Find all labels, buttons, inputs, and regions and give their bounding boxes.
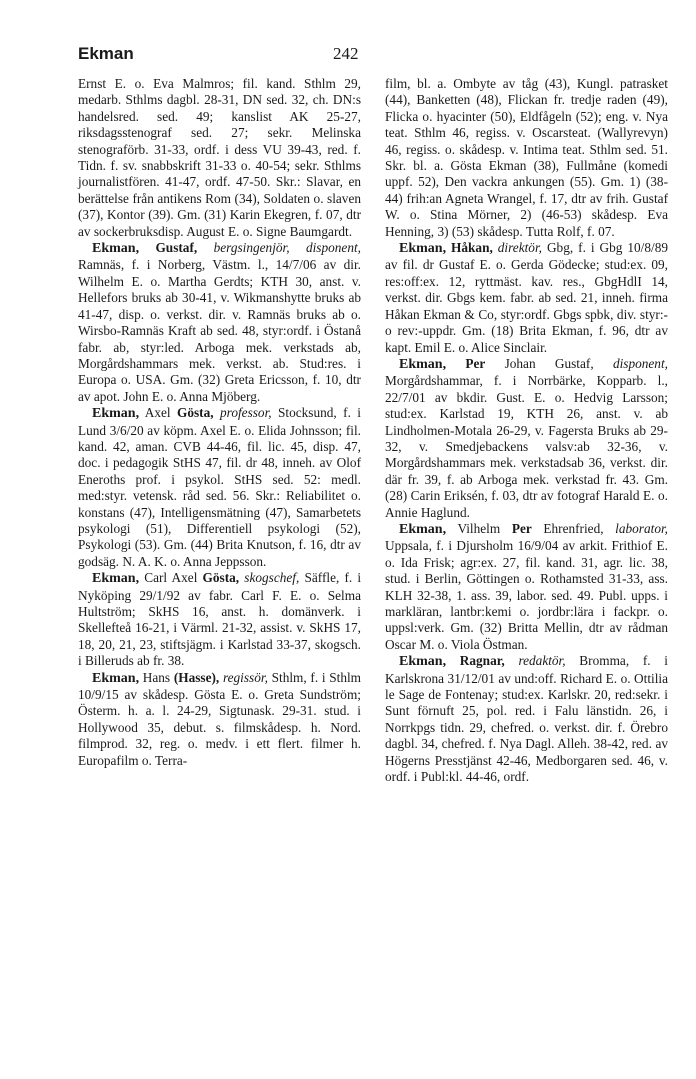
entry-calling-name: Per (511, 520, 532, 536)
entry-continuation (385, 76, 668, 240)
left-column (78, 76, 361, 769)
entry-surname: Ekman, (399, 654, 447, 670)
entry-occupation: regissör, (222, 669, 268, 685)
entry-surname: Ekman, (399, 356, 447, 372)
page-header (0, 32, 696, 63)
entry-occupation: disponent, (612, 355, 668, 371)
entry-occupation: direktör, (497, 240, 542, 256)
entry-occupation: bergsingenjör, disponent, (213, 240, 361, 256)
biography-entry (385, 521, 668, 653)
entry-surname: Ekman, (92, 241, 140, 257)
entry-surname: Ekman, (92, 670, 140, 686)
entry-calling-name: (Hasse), (173, 669, 220, 685)
biography-entry (78, 670, 361, 769)
entry-surname: Ekman, (92, 571, 140, 587)
entry-occupation: professor, (220, 405, 272, 421)
entry-calling-name: Gösta, (177, 405, 214, 421)
entry-given-extra: Johan Gustaf, (504, 355, 594, 371)
entry-surname: Ekman, (399, 521, 447, 537)
entry-given-name: Axel (144, 405, 171, 421)
right-column (385, 76, 668, 785)
entry-surname: Ekman, (92, 406, 140, 422)
biography-entry (385, 356, 668, 521)
entry-text: Ramnäs, f. i Norberg, Västm. l., 14/7/06 av dir. Wilhelm E. o. Martha Gerdts; KTH 30, anst. v. Hellefors bruks ab 30-41, v. Wikmanshytte bruks ab 41-47, disp. o. verkst. dir. v. Ramnäs bruks ab o. Wirsbo-Ramnäs Kraft ab sed. 48, styr:ordf. i Östanå fabr. ab, styr:led. Arboga mek. verkstads ab, Morgårdshammars mek. verkst. ab. Stud:res. i Europa o. USA. Gm. (32) Greta Ericsson, f. 10, dtr av apot. John E. o. Anna Mjöberg. (78, 257, 361, 404)
page-number: 242 (333, 44, 359, 63)
entry-calling-name: Ragnar, (459, 653, 505, 669)
entry-text: Ernst E. o. Eva Malmros; fil. kand. Sthlm 29, medarb. Sthlms dagbl. 28-31, DN sed. 32, ch. DN:s handelsred. sed. 49; kanslist AK 25-27, riksdagsstenograf sed. 27; sekr. Melinska stenograförb. 31-33, ordf. i dess VU 39-43, red. f. Tidn. f. sv. snabbskrift 31-33 o. 40-54; sekr. Sthlms journalistfören. 41-47, ordf. 47-50. Skr.: Slavar, en berättelse från antikens Rom (34), Soldaten o. slaven (37), Kontor (39). Gm. (31) Karin Ekegren, f. 07, dtr av sockerbruksdisp. August E. o. Signe Baumgardt. (78, 76, 361, 239)
running-head: Ekman (78, 44, 134, 63)
entry-text: Stocksund, f. i Lund 3/6/20 av köpm. Axel E. o. Elida Johnsson; fil. kand. 42, aman. CVB 44-46, fil. lic. 45, disp. 47, doc. i pedagogik StHS 47, fil. dr 48, inneh. av Olof Eneroths prof. i psykol. StHS sed. 52: medl. med:styr. vetensk. råd sed. 56. Skr.: Reliabilitet o. konstans (47), Intelligensmätning (47), Samarbetets psykologi (51), Differentiell psykologi (52), Psykologi (53). Gm. (44) Brita Knutson, f. 16, dtr av godsäg. N. A. K. o. Anna Jeppsson. (78, 405, 361, 569)
biography-entry (78, 405, 361, 570)
entry-text: Sthlm, f. i Sthlm 10/9/15 av skådesp. Gösta E. o. Greta Sundström; Österm. h. a. l. 24-29, Sigtunask. 29-31. stud. i Hollywood 35, debut. s. filmskådesp. h. Nord. filmprod. 32, reg. o. medv. i ett flert. filmer h. Europafilm o. Terra- (78, 669, 362, 768)
biography-entry (385, 240, 668, 356)
entry-occupation: redaktör, (518, 653, 566, 669)
biography-entry (78, 570, 361, 669)
entry-text: Säffle, f. i Nyköping 29/1/92 av fabr. Carl F. E. o. Selma Hultström; SkHS 16, anst. h. domänverk. i Skellefteå 16-21, i Värml. 21-32, assist. v. SkHS 17, 18, 20, 21, 23, stiftsjägm. i Karlstad 33-37, skogsch. i Billeruds ab fr. 38. (78, 570, 362, 669)
entry-given-name: Carl Axel (144, 570, 198, 586)
biography-entry (385, 653, 668, 785)
entry-surname: Ekman, (399, 241, 447, 257)
entry-text: Morgårdshammar, f. i Norrbärke, Kopparb. l., 22/7/01 av bkdir. Gust. E. o. Hedvig Larsson; stud:ex. Karlstad 19, KTH 26, anst. v. ab Lindholmen-Motala 26-29, v. Fagersta Bruks ab 29-32, v. Smedjebackens valsv:ab 32-36, v. Morgårdshammars mek. verkstadsab 36, verkst. dir. där fr. 39, f. ab Arboga mek. verkstad fr. 43. Gm. (28) Carin Eriksén, f. 03, dtr av fotograf Harald E. o. Annie Haglund. (385, 373, 668, 520)
entry-text: Bromma, f. i Karlskrona 31/12/01 av und:off. Richard E. o. Ottilia le Sage de Fontenay; stud:ex. Karlskr. 20, red:sekr. i Sunt förnuft 25, pol. red. i Falu länstidn. 26, i Norrkpgs tidn. 29, chefred. o. verkst. dir. f. Örebro dagbl. 34, chefred. f. Nya Dagl. Alleh. 38-42, red. av Högerns Presstjänst 42-46, Medborgaren sed. 46, v. ordf. i Publ:kl. 44-46, ordf. (385, 653, 668, 785)
entry-occupation: skogschef, (244, 570, 300, 586)
entry-given-extra: Ehrenfried, (543, 520, 604, 536)
entry-calling-name: Håkan, (451, 240, 493, 256)
entry-text: Gbg, f. i Gbg 10/8/89 av fil. dr Gustaf E. o. Gerda Gödecke; stud:ex. 09, res:off:ex. 12, ryttmäst. kav. res., GbgHdlI 14, verkst. dir. Gbgs kem. fabr. ab sed. 21, inneh. firma Håkan Ekman & Co, styr:ordf. Gbgs spbk, div. styr:- o rev:-uppdr. Gm. (18) Brita Ekman, f. 96, dtr av kapt. Emil E. o. Alice Sinclair. (385, 240, 669, 355)
entry-text: film, bl. a. Ombyte av tåg (43), Kungl. patrasket (44), Banketten (48), Flickan fr. tredje raden (49), Flicka o. hyacinter (50), Eldfågeln (52); eng. v. Nya teat. Sthlm 46, regiss. v. Oscarsteat. (Wallyrevyn) 46, regiss. o. skådesp. v. Intima teat. Sthlm sed. 51. Skr. bl. a. Gösta Ekman (38), Fullmåne (komedi uppf. 52), Den vackra ankungen (55). Gm. 1) (38-44) frih:an Agneta Wrangel, f. 17, dtr av frih. Gustaf W. o. Stina Mörner, 2) (46-53) skådesp. Eva Henning, 3) (53) skådesp. Tutta Rolf, f. 07. (385, 76, 668, 239)
entry-calling-name: Gustaf, (155, 240, 198, 256)
biography-entry (78, 240, 361, 405)
entry-given-name: Vilhelm (457, 520, 501, 536)
entry-given-name: Hans (142, 669, 171, 685)
entry-calling-name: Per (465, 355, 486, 371)
entry-continuation (78, 76, 361, 240)
entry-occupation: laborator, (615, 520, 669, 536)
entry-text: Uppsala, f. i Djursholm 16/9/04 av arkit. Frithiof E. o. Ida Frisk; agr:ex. 27, fil. kand. 31, agr. lic. 38, stud. i Berlin, Göttingen o. Rothamsted 31-33, ass. KLH 32-38, 1. ass. 39, labor. sed. 49. Publ. upps. i markläran, lantbr:kemi o. jordbr:lära i fackpr. o. uppsl:verk. Gm. (32) Britta Mellin, dtr av rådman Oscar M. o. Viola Östman. (385, 538, 668, 652)
entry-calling-name: Gösta, (202, 570, 240, 586)
